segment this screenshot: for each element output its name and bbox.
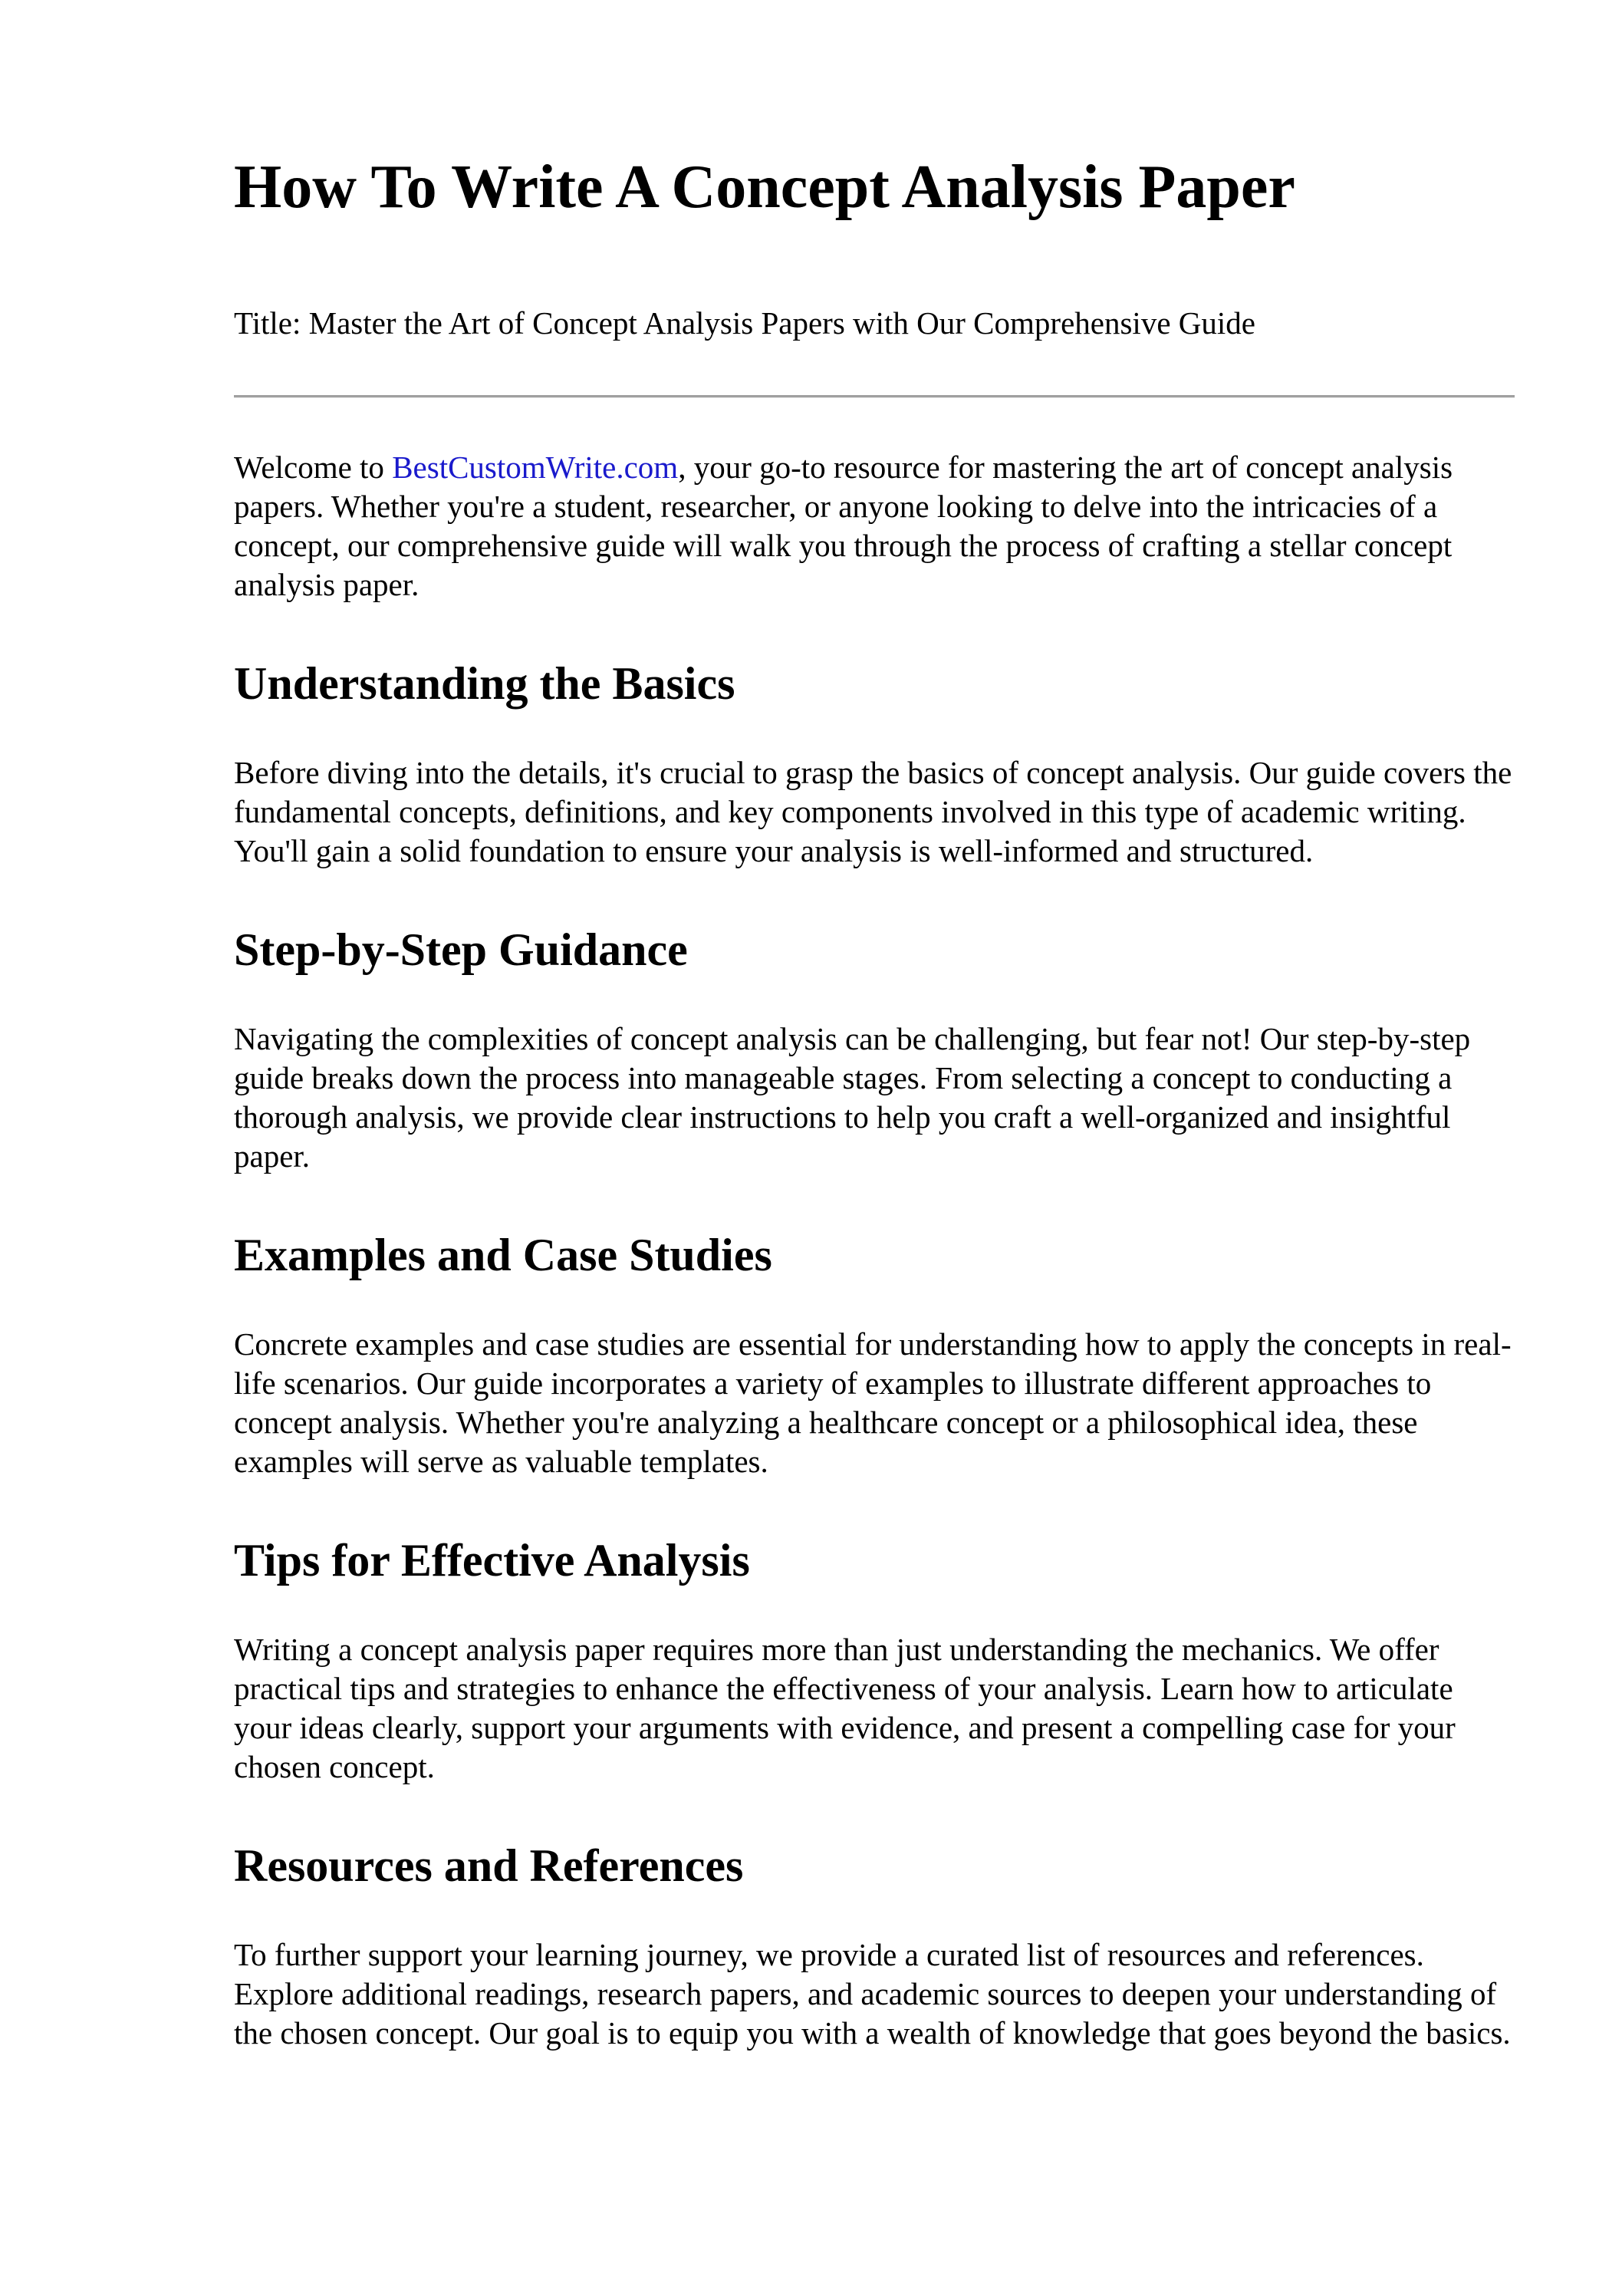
intro-text-before-link: Welcome to bbox=[234, 450, 393, 485]
section-body-guidance: Navigating the complexities of concept analysis can be challenging, but fear not! Our step-by-step guide breaks down the process into manageable stages. From selecting a concept to conducting a thorough analysis, we provide clear instructions to help you craft a well-organized and insightful paper. bbox=[234, 1021, 1471, 1174]
section-body-basics: Before diving into the details, it's crucial to grasp the basics of concept analysis. Our guide covers the fundamental concepts, definitions, and key components involved in this type of academic writing. You'll gain a solid foundation to ensure your analysis is well-informed and structured. bbox=[234, 755, 1512, 868]
section-heading-guidance: Step-by-Step Guidance bbox=[234, 924, 688, 975]
section-body-resources: To further support your learning journey, we provide a curated list of resources and references. Explore additional readings, research papers, and academic sources to deepen your understanding of the chosen concept. Our goal is to equip you with a wealth of knowledge that goes beyond the basics. bbox=[234, 1937, 1511, 2051]
document-subtitle: Title: Master the Art of Concept Analysis Papers with Our Comprehensive Guide bbox=[234, 305, 1255, 341]
section-heading-tips: Tips for Effective Analysis bbox=[234, 1535, 750, 1586]
section-body-tips: Writing a concept analysis paper requires more than just understanding the mechanics. We offer practical tips and strategies to enhance the effectiveness of your analysis. Learn how to articulate your ideas clearly, support your arguments with evidence, and present a compelling case for your chosen concept. bbox=[234, 1632, 1456, 1784]
site-link[interactable]: BestCustomWrite.com bbox=[392, 450, 679, 485]
document-title: How To Write A Concept Analysis Paper bbox=[234, 153, 1295, 221]
section-heading-resources: Resources and References bbox=[234, 1840, 744, 1891]
section-body-examples: Concrete examples and case studies are essential for understanding how to apply the concepts in real-life scenarios. Our guide incorporates a variety of examples to illustrate different approaches to concept analysis. Whether you're analyzing a healthcare concept or a philosophical idea, these examples will serve as valuable templates. bbox=[234, 1326, 1512, 1479]
document-body bbox=[234, 448, 1515, 2053]
section-heading-examples: Examples and Case Studies bbox=[234, 1230, 772, 1280]
horizontal-divider bbox=[234, 395, 1515, 398]
section-heading-basics: Understanding the Basics bbox=[234, 658, 735, 709]
intro-paragraph bbox=[234, 448, 1515, 604]
intro-text-after-link: , your go-to resource for mastering the art of concept analysis papers. Whether you're a student, researcher, or anyone looking to delve into the intricacies of a concept, our comprehensive guide will walk you through the process of crafting a stellar concept analysis paper. bbox=[234, 450, 1453, 602]
